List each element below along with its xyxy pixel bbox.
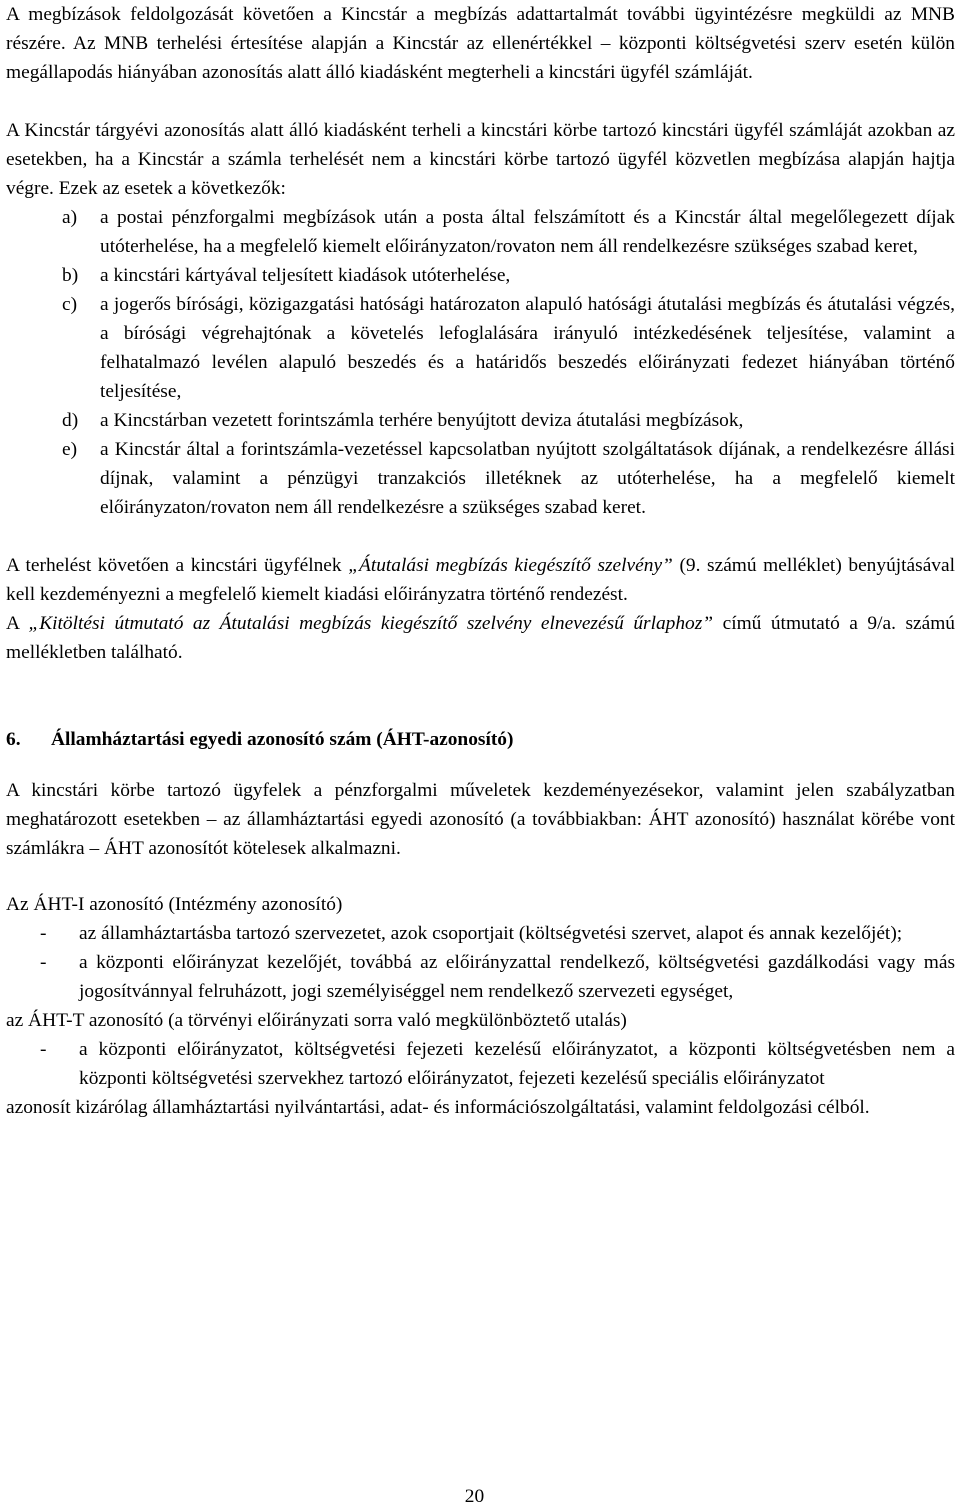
aht-i-list: [6, 919, 955, 1006]
list-item: [6, 203, 955, 261]
list-item: [6, 290, 955, 406]
section-title: Államháztartási egyedi azonosító szám (ÁHT-azonosító): [51, 729, 514, 750]
list-label: c): [62, 294, 78, 315]
list-label: e): [62, 439, 78, 460]
dash-bullet: -: [40, 923, 47, 944]
list-text: a központi előirányzatot, költségvetési fejezeti kezelésű előirányzatot, a központi költségvetésben nem a központi költségvetési szervekhez tartozó előirányzatot, fejezeti kezelésű speciális előirányzatot: [79, 1039, 955, 1089]
list-text: az államháztartásba tartozó szervezetet, azok csoportjait (költségvetési szervet, alapot és annak kezelőjét);: [79, 923, 903, 944]
cases-paragraph: A Kincstár tárgyévi azonosítás alatt álló kiadásként terheli a kincstári körbe tartozó kincstári ügyfél számláját azokban az esetekben, ha a Kincstár a számla terhelését nem a kincstári körbe tartozó ügyfél közvetlen megbízása alapján hajtja végre. Ezek az esetek a következők:: [6, 120, 955, 199]
list-label: b): [62, 265, 79, 286]
list-text: a jogerős bírósági, közigazgatási hatósági határozaton alapuló hatósági átutalási megbízás és átutalási végzés, a bírósági végrehajtónak a követelés lefoglalására irányuló intézkedésének teljesítése, valamint a felhatalmazó levélen alapuló beszedés és a határidős beszedés előirányzati fedezet hiányában történő teljesítése,: [100, 294, 955, 402]
form-text-after: (9. számú melléklet) benyújtásával kell kezdeményezni a megfelelő kiemelt kiadási előirányzatra történő rendezést.: [6, 555, 955, 605]
guide-text-after: című útmutató a 9/a. számú mellékletben található.: [6, 613, 955, 663]
page-number: 20: [464, 1486, 485, 1507]
form-paragraph: [6, 551, 955, 609]
list-item: [6, 261, 955, 290]
guide-paragraph: [6, 609, 955, 667]
intro-paragraph: A megbízások feldolgozását követően a Kincstár a megbízás adattartalmát további ügyintézésre megküldi az MNB részére. Az MNB terhelési értesítése alapján a Kincstár az ellenértékkel – központi költségvetési szerv esetén külön megállapodás hiányában azonosítás alatt álló kiadásként megterheli a kincstári ügyfél számláját.: [6, 4, 955, 83]
guide-text-before: A: [6, 613, 29, 634]
dash-bullet: -: [40, 1039, 47, 1060]
section-heading: [6, 725, 955, 754]
document-page: [6, 0, 955, 1122]
list-item: [6, 919, 955, 948]
form-title: „Átutalási megbízás kiegészítő szelvény”: [348, 555, 673, 576]
aht-t-heading: az ÁHT-T azonosító (a törvényi előirányzati sorra való megkülönböztető utalás): [6, 1010, 627, 1031]
list-label: d): [62, 410, 79, 431]
guide-title: „Kitöltési útmutató az Átutalási megbízás kiegészítő szelvény elnevezésű űrlaphoz”: [28, 613, 714, 634]
form-text-before: A terhelést követően a kincstári ügyfélnek: [6, 555, 349, 576]
list-item: [6, 406, 955, 435]
list-text: a Kincstár által a forintszámla-vezetéssel kapcsolatban nyújtott szolgáltatások díjának, a rendelkezésre állási díjnak, valamint a pénzügyi tranzakciós illetéknek az utóterhelése, ha a megfelelő kiemelt előirányzaton/rovaton nem áll rendelkezésre a szükséges szabad keret.: [100, 439, 955, 518]
cases-list: [6, 203, 955, 522]
section-number: 6.: [6, 729, 21, 750]
list-text: a postai pénzforgalmi megbízások után a posta által felszámított és a Kincstár által megelőlegezett díjak utóterhelése, ha a megfelelő kiemelt előirányzaton/rovaton nem áll rendelkezésre szükséges szabad keret,: [100, 207, 955, 257]
list-text: a központi előirányzat kezelőjét, továbbá az előirányzattal rendelkező, költségvetési gazdálkodási vagy más jogosítvánnyal felruházott, jogi személyiséggel nem rendelkező szervezeti egységet,: [79, 952, 955, 1002]
list-item: [6, 1035, 955, 1093]
purpose-paragraph: azonosít kizárólag államháztartási nyilvántartási, adat- és információszolgáltatási, valamint feldolgozási célból.: [6, 1097, 870, 1118]
dash-bullet: -: [40, 952, 47, 973]
list-text: a kincstári kártyával teljesített kiadások utóterhelése,: [100, 265, 511, 286]
list-item: [6, 948, 955, 1006]
aht-paragraph: A kincstári körbe tartozó ügyfelek a pénzforgalmi műveletek kezdeményezésekor, valamint jelen szabályzatban meghatározott esetekben – az államháztartási egyedi azonosító (a továbbiakban: ÁHT azonosító) használat körébe vont számlákra – ÁHT azonosítót kötelesek alkalmazni.: [6, 780, 955, 859]
list-text: a Kincstárban vezetett forintszámla terhére benyújtott deviza átutalási megbízások,: [100, 410, 744, 431]
list-label: a): [62, 207, 78, 228]
aht-t-list: [6, 1035, 955, 1093]
aht-i-heading: Az ÁHT-I azonosító (Intézmény azonosító): [6, 894, 343, 915]
list-item: [6, 435, 955, 522]
